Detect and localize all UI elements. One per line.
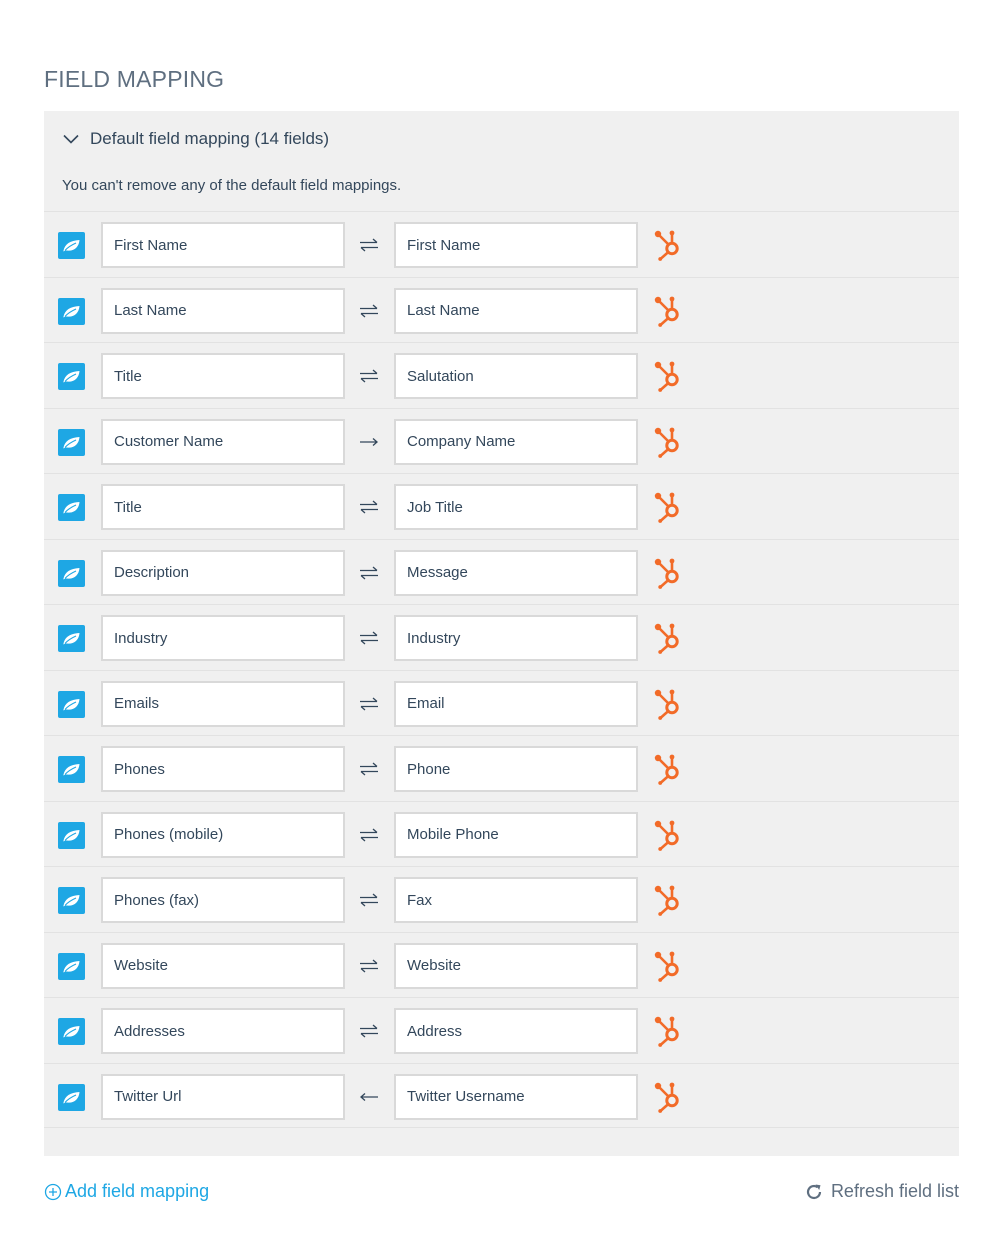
hubspot-icon: [653, 229, 683, 261]
plus-circle-icon: [44, 1183, 62, 1201]
source-field-select[interactable]: [101, 746, 345, 792]
hubspot-icon: [653, 295, 683, 327]
target-field-select[interactable]: [394, 222, 638, 268]
source-field-label: Industry: [114, 629, 168, 647]
target-field-select[interactable]: [394, 353, 638, 399]
mapping-checkbox[interactable]: [58, 1084, 85, 1111]
target-field-select[interactable]: [394, 812, 638, 858]
hubspot-icon: [653, 1081, 683, 1113]
source-field-select[interactable]: [101, 484, 345, 530]
mapping-row: [44, 801, 959, 867]
refresh-field-list-label: Refresh field list: [830, 1181, 959, 1201]
source-field-label: First Name: [114, 236, 188, 254]
source-field-label: Last Name: [114, 302, 187, 319]
target-field-select[interactable]: [394, 419, 638, 465]
leaf-icon: [62, 1090, 81, 1105]
add-field-mapping-label: Add field mapping: [65, 1181, 210, 1201]
target-field-label: Industry: [407, 629, 461, 647]
leaf-icon: [62, 631, 81, 646]
source-field-select[interactable]: [101, 877, 345, 923]
section-title: FIELD MAPPING: [44, 66, 225, 92]
mapping-row: [44, 932, 959, 998]
mapping-row: [44, 997, 959, 1063]
two-way-sync-icon[interactable]: [358, 496, 380, 518]
mapping-row: [44, 866, 959, 932]
mapping-checkbox[interactable]: [58, 298, 85, 325]
source-field-label: Emails: [114, 695, 160, 712]
target-field-select[interactable]: [394, 746, 638, 792]
target-field-label: Twitter Username: [407, 1088, 525, 1105]
mapping-checkbox[interactable]: [58, 953, 85, 980]
add-field-mapping-link[interactable]: [44, 1181, 209, 1202]
default-mapping-title: Default field mapping (14 fields): [90, 129, 330, 148]
source-field-select[interactable]: [101, 353, 345, 399]
mapping-row: [44, 277, 959, 343]
two-way-sync-icon[interactable]: [358, 824, 380, 846]
hubspot-icon: [653, 688, 683, 720]
target-field-label: First Name: [407, 236, 481, 254]
mapping-checkbox[interactable]: [58, 887, 85, 914]
source-field-select[interactable]: [101, 1008, 345, 1054]
hubspot-icon: [653, 950, 683, 982]
two-way-sync-icon[interactable]: [358, 758, 380, 780]
target-field-label: Fax: [407, 891, 433, 909]
mapping-row: [44, 1063, 959, 1129]
leaf-icon: [62, 238, 81, 253]
mapping-checkbox[interactable]: [58, 232, 85, 259]
target-field-label: Message: [407, 564, 468, 581]
source-field-label: Twitter Url: [114, 1088, 182, 1105]
target-field-select[interactable]: [394, 288, 638, 334]
source-field-label: Website: [114, 957, 168, 974]
target-field-select[interactable]: [394, 615, 638, 661]
mapping-checkbox[interactable]: [58, 363, 85, 390]
source-field-select[interactable]: [101, 812, 345, 858]
target-field-select[interactable]: [394, 550, 638, 596]
target-field-select[interactable]: [394, 877, 638, 923]
leaf-icon: [62, 500, 81, 515]
target-field-select[interactable]: [394, 1074, 638, 1120]
hubspot-icon: [653, 491, 683, 523]
mapping-checkbox[interactable]: [58, 1018, 85, 1045]
mapping-rows: [44, 211, 959, 1128]
target-field-select[interactable]: [394, 1008, 638, 1054]
chevron-down-icon: [62, 130, 80, 148]
mapping-row: [44, 342, 959, 408]
mapping-row: [44, 735, 959, 801]
default-mapping-panel: [44, 111, 959, 1156]
two-way-sync-icon[interactable]: [358, 627, 380, 649]
mapping-checkbox[interactable]: [58, 625, 85, 652]
target-field-label: Phone: [407, 760, 451, 778]
target-field-label: Website: [407, 957, 461, 974]
source-field-label: Title: [114, 367, 142, 385]
refresh-icon: [804, 1182, 824, 1202]
leaf-icon: [62, 369, 81, 384]
hubspot-icon: [653, 360, 683, 392]
leaf-icon: [62, 1024, 81, 1039]
mapping-row: [44, 539, 959, 605]
leaf-icon: [62, 304, 81, 319]
hubspot-icon: [653, 884, 683, 916]
leaf-icon: [62, 893, 81, 908]
source-field-label: Phones (mobile): [114, 826, 224, 843]
source-field-label: Addresses: [114, 1022, 185, 1040]
source-field-select[interactable]: [101, 681, 345, 727]
target-field-select[interactable]: [394, 681, 638, 727]
leaf-icon: [62, 697, 81, 712]
target-field-select[interactable]: [394, 943, 638, 989]
target-field-label: Salutation: [407, 367, 474, 385]
leaf-icon: [62, 828, 81, 843]
mapping-checkbox[interactable]: [58, 691, 85, 718]
source-field-select[interactable]: [101, 1074, 345, 1120]
mapping-checkbox[interactable]: [58, 494, 85, 521]
two-way-sync-icon[interactable]: [358, 234, 380, 256]
arrow-right-icon[interactable]: [358, 431, 380, 453]
two-way-sync-icon[interactable]: [358, 365, 380, 387]
default-mapping-toggle[interactable]: [62, 128, 329, 150]
hubspot-icon: [653, 426, 683, 458]
mapping-row: [44, 604, 959, 670]
target-field-label: Address: [407, 1022, 463, 1040]
source-field-label: Phones (fax): [114, 891, 200, 909]
target-field-label: Mobile Phone: [407, 826, 499, 843]
two-way-sync-icon[interactable]: [358, 889, 380, 911]
source-field-select[interactable]: [101, 615, 345, 661]
two-way-sync-icon[interactable]: [358, 955, 380, 977]
mapping-row: [44, 211, 959, 277]
mapping-checkbox[interactable]: [58, 560, 85, 587]
target-field-select[interactable]: [394, 484, 638, 530]
source-field-select[interactable]: [101, 943, 345, 989]
source-field-label: Description: [114, 564, 190, 581]
target-field-label: Last Name: [407, 302, 480, 319]
mapping-row: [44, 473, 959, 539]
mapping-checkbox[interactable]: [58, 822, 85, 849]
hubspot-icon: [653, 819, 683, 851]
mapping-checkbox[interactable]: [58, 756, 85, 783]
mapping-row: [44, 408, 959, 474]
refresh-field-list-link[interactable]: [804, 1181, 959, 1202]
two-way-sync-icon[interactable]: [358, 300, 380, 322]
leaf-icon: [62, 435, 81, 450]
two-way-sync-icon[interactable]: [358, 562, 380, 584]
mapping-checkbox[interactable]: [58, 429, 85, 456]
source-field-select[interactable]: [101, 288, 345, 334]
target-field-label: Job Title: [407, 498, 463, 516]
source-field-select[interactable]: [101, 222, 345, 268]
source-field-label: Customer Name: [114, 433, 224, 450]
two-way-sync-icon[interactable]: [358, 1020, 380, 1042]
leaf-icon: [62, 959, 81, 974]
target-field-label: Email: [407, 695, 445, 712]
hubspot-icon: [653, 1015, 683, 1047]
hubspot-icon: [653, 557, 683, 589]
default-mapping-note: You can't remove any of the default field mappings.: [62, 177, 402, 194]
arrow-left-icon[interactable]: [358, 1086, 380, 1108]
leaf-icon: [62, 762, 81, 777]
source-field-label: Phones: [114, 760, 165, 778]
source-field-select[interactable]: [101, 550, 345, 596]
target-field-label: Company Name: [407, 433, 516, 450]
two-way-sync-icon[interactable]: [358, 693, 380, 715]
mapping-row: [44, 670, 959, 736]
hubspot-icon: [653, 753, 683, 785]
source-field-select[interactable]: [101, 419, 345, 465]
source-field-label: Title: [114, 498, 142, 516]
hubspot-icon: [653, 622, 683, 654]
leaf-icon: [62, 566, 81, 581]
